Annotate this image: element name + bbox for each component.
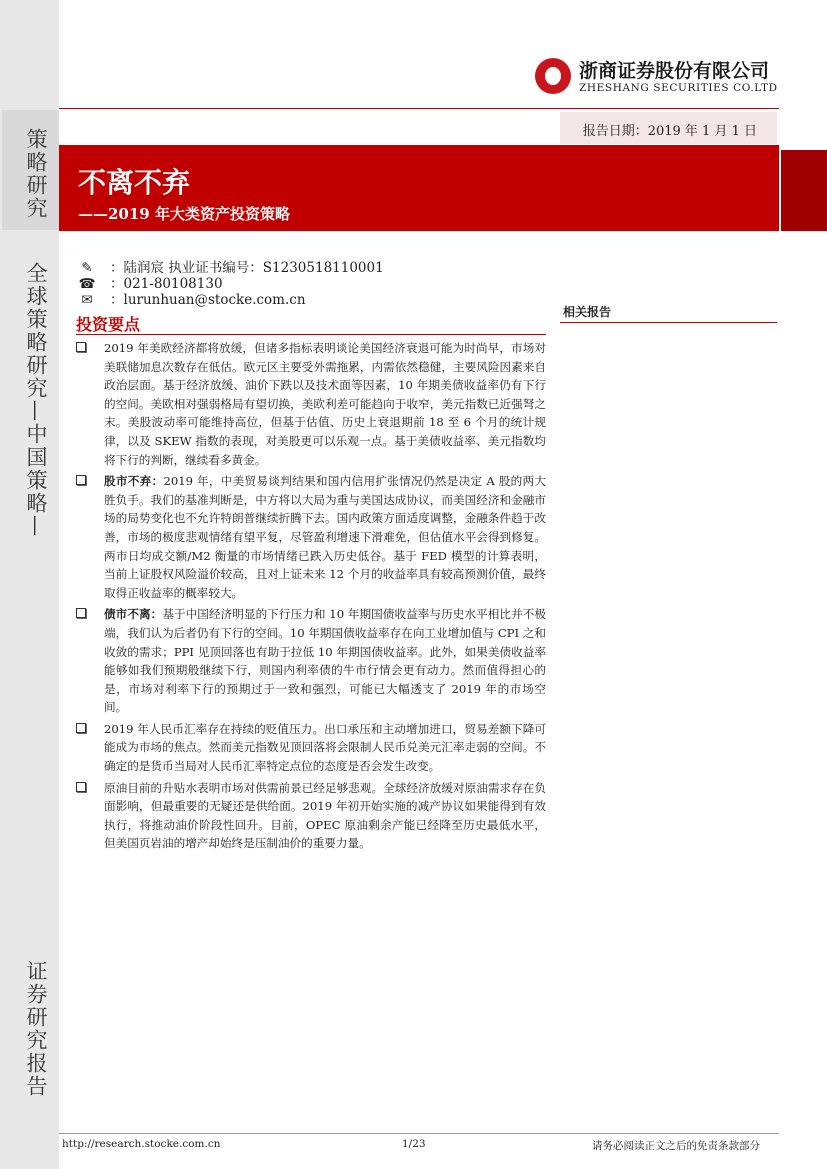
- company-name-en: ZHESHANG SECURITIES CO.LTD: [579, 82, 778, 94]
- list-item: [76, 779, 546, 853]
- header-divider: [59, 108, 779, 109]
- report-subtitle: ——2019 年大类资产投资策略: [78, 205, 290, 223]
- footer-divider: [59, 1133, 779, 1134]
- checkbox-bullet-icon: [76, 723, 86, 733]
- bullet-text: 2019 年美欧经济都将放缓，但诸多指标表明谈论美国经济衰退可能为时尚早，市场对美联储加息次数存在低估。欧元区主要受外需拖累，内需依然稳健，主要风险因素来自政治层面。基于经济放缓、油价下跌以及技术面等因素，10 年期美债收益率仍有下行的空间。美欧相对强弱格局有望切换，美欧利差可能趋向于收窄，美元指数已近强弩之末。美股波动率可能维持高位，但基于估值、历史上衰退期前 18 至 6 个月的统计规律，以及 SKEW 指数的表现，对美股更可以乐观一点。基于美债收益率、美元指数均将下行的判断，继续看多黄金。: [104, 341, 546, 467]
- page-number: 1/23: [402, 1138, 426, 1150]
- bullet-text: 2019 年人民币汇率存在持续的贬值压力。出口承压和主动增加进口，贸易差额下降可能成为市场的焦点。然而美元指数见顶回落将会限制人民币兑美元汇率走弱的空间。不确定的是货币当局对人民币汇率特定点位的态度是否会发生改变。: [104, 721, 546, 774]
- author-phone: ：021-80108130: [110, 276, 223, 292]
- list-item: [76, 605, 546, 717]
- report-date: 报告日期：2019 年 1 月 1 日: [582, 124, 757, 139]
- checkbox-bullet-icon: [76, 475, 86, 485]
- report-date-box: [560, 112, 777, 144]
- related-reports-divider: [560, 322, 777, 323]
- author-email[interactable]: ：lurunhuan@stocke.com.cn: [110, 292, 306, 308]
- report-title: 不离不弃: [78, 166, 191, 199]
- list-item: [76, 472, 546, 602]
- pencil-icon: ✎: [81, 260, 93, 276]
- bullet-lead: 股市不弃：: [104, 474, 164, 489]
- title-banner: [59, 145, 779, 231]
- author-email-row: [78, 288, 306, 308]
- section-title: 投资要点: [76, 315, 141, 334]
- author-name: ：陆润宸 执业证书编号：S1230518110001: [110, 260, 384, 276]
- bullet-text: 2019 年，中美贸易谈判结果和国内信用扩张情况仍然是决定 A 股的两大胜负手。我们的基准判断是，中方将以大局为重与美国达成协议，而美国经济和金融市场的局势变化也不允许特朗普继续折腾下去。国内政策方面适度调整，金融条件趋于改善，市场的极度悲观情绪有望平复，尽管盈利增速下滑难免，但估值水平会得到修复。两市日均成交额/M2 衡量的市场情绪已跌入历史低谷。基于 FED 模型的计算表明，当前上证股权风险溢价较高，且对上证未来 12 个月的收益率具有较高预测价值，最终取得正收益率的概率较大。: [104, 474, 546, 600]
- mail-icon: ✉: [81, 292, 93, 308]
- bullet-text: 基于中国经济明显的下行压力和 10 年期国债收益率与历史水平相比并不极端，我们认为后者仍有下行的空间。10 年期国债收益率存在向工业增加值与 CPI 之和收敛的需求；PPI 见顶回落也有助于拉低 10 年期国债收益率。此外，如果美债收益率能够如我们预期般继续下行，则国内利率债的牛市行情会更有动力。然而值得担心的是，市场对利率下行的预期过于一致和强烈，可能已大幅透支了 2019 年的市场空间。: [104, 607, 546, 715]
- bullet-lead: 债市不离：: [104, 607, 163, 622]
- footer-url[interactable]: http://research.stocke.com.cn: [62, 1138, 221, 1150]
- footer-disclaimer: 请务必阅读正文之后的免责条款部分: [592, 1140, 760, 1152]
- sidebar-category-label: 策略研究: [24, 128, 48, 220]
- checkbox-bullet-icon: [76, 342, 86, 352]
- checkbox-bullet-icon: [76, 782, 86, 792]
- section-divider: [76, 334, 546, 335]
- key-points-list: [76, 339, 546, 856]
- bullet-text: 原油目前的升贴水表明市场对供需前景已经足够悲观。全球经济放缓对原油需求存在负面影响，但最重要的无疑还是供给面。2019 年初开始实施的减产协议如果能得到有效执行，将推动油价阶段性回升。目前，OPEC 原油剩余产能已经降至历史最低水平，但美国页岩油的增产却始终是压制油价的重要力量。: [104, 780, 546, 851]
- related-reports-title: 相关报告: [563, 305, 612, 319]
- list-item: [76, 720, 546, 776]
- logo-mark-icon: [535, 58, 571, 94]
- sidebar-report-type-label: 证券研究报告: [24, 960, 48, 1098]
- phone-icon: ☎: [78, 276, 96, 292]
- list-item: [76, 339, 546, 469]
- banner-side-block: [781, 150, 827, 231]
- company-name-cn: 浙商证券股份有限公司: [579, 60, 770, 82]
- checkbox-bullet-icon: [76, 608, 86, 618]
- sidebar-series-label: 全球策略研究—中国策略—: [24, 262, 48, 538]
- company-logo: [535, 56, 778, 100]
